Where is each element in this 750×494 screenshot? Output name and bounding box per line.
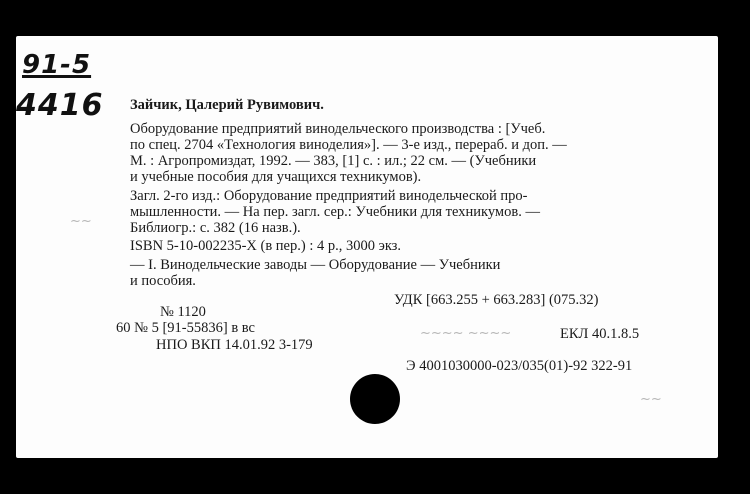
ekl-classification: ЕКЛ 40.1.8.5	[560, 326, 640, 342]
udk-classification: УДК [663.255 + 663.283] (075.32)	[394, 292, 599, 308]
series-line: и учебные пособия для учащихся техникумов).	[130, 169, 422, 185]
note-line: мышленности. — На пер. загл. сер.: Учебники для техникумов. —	[130, 204, 540, 220]
subject-line: и пособия.	[130, 273, 196, 289]
publisher-line: НПО ВКП 14.01.92 3-179	[156, 337, 313, 353]
handwritten-inventory-number: 4416	[16, 88, 104, 123]
author-line: Зайчик, Цалерий Рувимович.	[130, 97, 324, 113]
note-line: Загл. 2-го изд.: Оборудование предприятий винодельческой про-	[130, 188, 528, 204]
handwritten-shelf-mark: 91-5	[22, 50, 92, 80]
order-number: № 1120	[160, 304, 206, 320]
faint-stamp: ~~	[640, 392, 662, 407]
title-line: Оборудование предприятий винодельческого производства : [Учеб.	[130, 121, 546, 137]
bibliography-line: Библиогр.: с. 382 (16 назв.).	[130, 220, 301, 236]
imprint-line: М. : Агропромиздат, 1992. — 383, [1] с. : ил.; 22 см. — (Учебники	[130, 153, 537, 169]
card-punch-hole	[350, 374, 400, 424]
format-line: 60 № 5 [91-55836] в вс	[116, 320, 255, 336]
title-line: по спец. 2704 «Технология виноделия»]. — 3-е изд., перераб. и доп. —	[130, 137, 567, 153]
faint-stamp: ~~~~ ~~~~	[420, 326, 512, 341]
subject-line: — I. Винодельческие заводы — Оборудование — Учебники	[130, 257, 501, 273]
isbn-line: ISBN 5-10-002235-X (в пер.) : 4 р., 3000 экз.	[130, 238, 402, 254]
card-code: Э 4001030000-023/035(01)-92 322-91	[406, 358, 633, 374]
faint-stamp: ~~	[70, 214, 92, 229]
